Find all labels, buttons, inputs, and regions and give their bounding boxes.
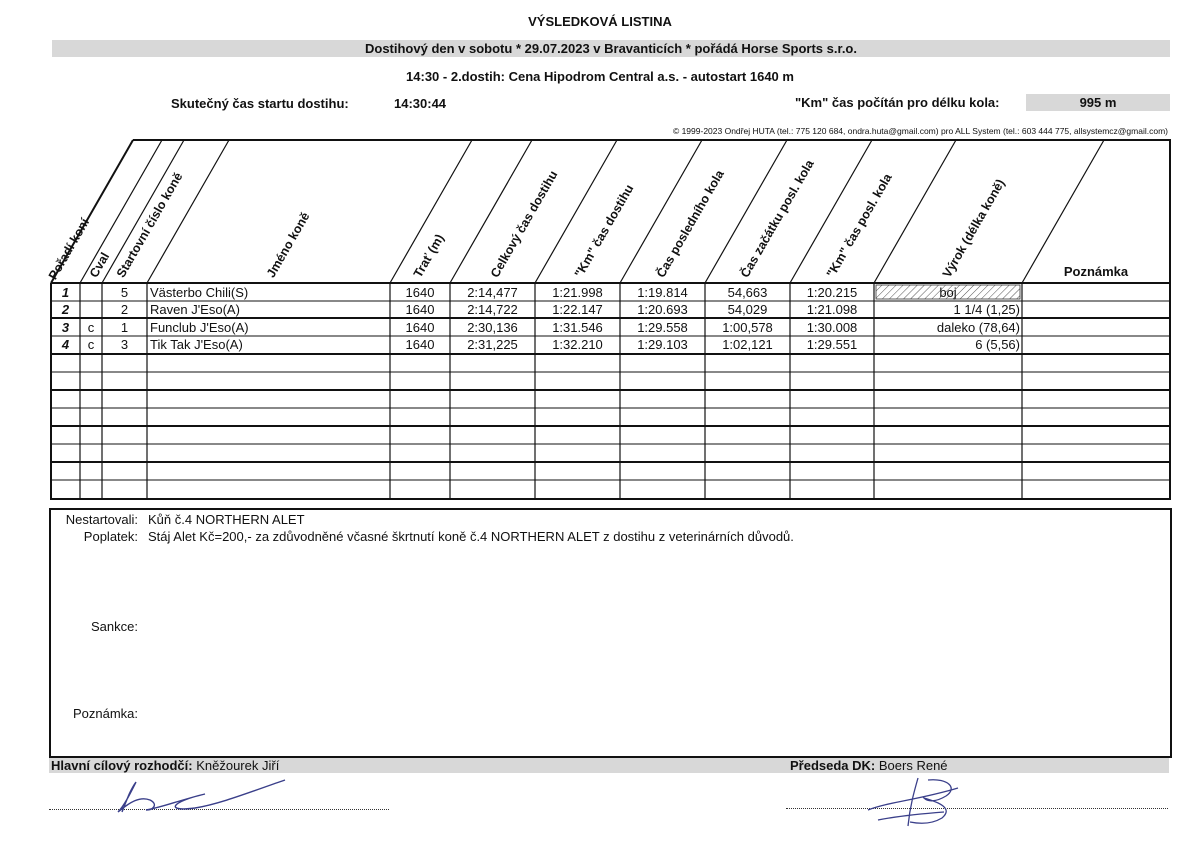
- start-time-label: Skutečný čas startu dostihu:: [171, 96, 349, 111]
- cell-km: 1:32.210: [552, 337, 603, 352]
- sankce-label: Sankce:: [91, 619, 138, 634]
- poplatek-value: Stáj Alet Kč=200,- za zdůvodněné včasné škrtnutí koně č.4 NORTHERN ALET z dostihu z veterinárních důvodů.: [148, 529, 794, 544]
- header-trat: Trať (m): [410, 231, 447, 280]
- header-vyrok: Výrok (délka koně): [939, 176, 1008, 280]
- cell-vyrok: boj: [939, 285, 957, 300]
- header-km-posl: "Km" čas posl. kola: [823, 171, 895, 280]
- cell-km: 1:22.147: [552, 302, 603, 317]
- cell-place: 1: [61, 285, 70, 300]
- cell-trat: 1640: [405, 285, 435, 300]
- page-title: VÝSLEDKOVÁ LISTINA: [528, 14, 672, 29]
- event-line: Dostihový den v sobotu * 29.07.2023 v Bravanticích * pořádá Horse Sports s.r.o.: [364, 41, 857, 56]
- cell-last: 1:19.814: [637, 285, 688, 300]
- cell-cval: c: [87, 337, 95, 352]
- header-poradi: Pořadí koní: [45, 216, 93, 282]
- nestartovali-value: Kůň č.4 NORTHERN ALET: [148, 512, 305, 527]
- cell-start-last: 1:00,578: [722, 320, 773, 335]
- cell-last: 1:29.558: [637, 320, 688, 335]
- notes-box: [49, 508, 1172, 758]
- cell-last: 1:20.693: [637, 302, 688, 317]
- cell-km-last: 1:30.008: [806, 320, 858, 335]
- cell-total: 2:14,477: [467, 285, 518, 300]
- cell-name: Tik Tak J'Eso(A): [150, 337, 243, 352]
- judge-line: [51, 758, 279, 773]
- cell-place: 2: [61, 302, 70, 317]
- cell-total: 2:30,136: [467, 320, 518, 335]
- cell-start-last: 54,029: [727, 302, 768, 317]
- cell-km: 1:31.546: [552, 320, 603, 335]
- cell-start-no: 2: [120, 302, 129, 317]
- cell-trat: 1640: [405, 302, 435, 317]
- header-cval: Cval: [86, 250, 113, 280]
- cell-km-last: 1:21.098: [806, 302, 858, 317]
- header-celkovy: Celkový čas dostihu: [487, 168, 561, 280]
- header-poznamka: Poznámka: [1063, 264, 1129, 279]
- cell-name: Raven J'Eso(A): [150, 302, 240, 317]
- start-time-value: 14:30:44: [394, 96, 447, 111]
- cell-vyrok: daleko (78,64): [936, 320, 1020, 335]
- poplatek-label: Poplatek:: [83, 529, 138, 544]
- header-startovni: Startovní číslo koně: [113, 170, 186, 280]
- km-length-value: 995 m: [1079, 95, 1117, 110]
- copyright-note: © 1999-2023 Ondřej HUTA (tel.: 775 120 684, ondra.huta@gmail.com) pro ALL System (tel.: 603 444 775, allsystemcz@gmail.com): [672, 126, 1168, 136]
- judge-name: Kněžourek Jiří: [196, 758, 280, 773]
- cell-start-no: 3: [120, 337, 129, 352]
- cell-name: Västerbo Chili(S): [150, 285, 249, 300]
- cell-km-last: 1:29.551: [806, 337, 858, 352]
- cell-start-no: 5: [120, 285, 129, 300]
- chair-signature: [858, 772, 978, 832]
- cell-cval: c: [87, 320, 95, 335]
- cell-vyrok: 6 (5,56): [975, 337, 1020, 352]
- chair-line: [790, 758, 948, 773]
- header-zacatku: Čas začátku posl. kola: [737, 157, 817, 280]
- cell-start-last: 54,663: [727, 285, 768, 300]
- cell-start-no: 1: [120, 320, 129, 335]
- cell-trat: 1640: [405, 320, 435, 335]
- cell-trat: 1640: [405, 337, 435, 352]
- cell-km: 1:21.998: [552, 285, 603, 300]
- race-line: 14:30 - 2.dostih: Cena Hipodrom Central a.s. - autostart 1640 m: [406, 69, 794, 84]
- cell-total: 2:31,225: [467, 337, 518, 352]
- cell-start-last: 1:02,121: [722, 337, 773, 352]
- cell-vyrok: 1 1/4 (1,25): [953, 302, 1020, 317]
- header-jmeno: Jméno koně: [263, 209, 313, 280]
- chair-label: Předseda DK:: [790, 758, 876, 773]
- cell-last: 1:29.103: [637, 337, 688, 352]
- poznamka-label: Poznámka:: [72, 706, 138, 721]
- km-length-label: "Km" čas počítán pro délku kola:: [795, 95, 1000, 110]
- cell-name: Funclub J'Eso(A): [150, 320, 249, 335]
- chair-name: Boers René: [878, 758, 948, 773]
- judge-label: Hlavní cílový rozhodčí:: [51, 758, 193, 773]
- cell-total: 2:14,722: [467, 302, 518, 317]
- cell-km-last: 1:20.215: [806, 285, 858, 300]
- header-posledniho: Čas posledního kola: [653, 167, 727, 280]
- cell-place: 3: [61, 320, 70, 335]
- cell-place: 4: [61, 337, 70, 352]
- judge-signature: [110, 772, 310, 822]
- header-km-dostihu: "Km" čas dostihu: [571, 182, 637, 280]
- nestartovali-label: Nestartovali:: [65, 512, 138, 527]
